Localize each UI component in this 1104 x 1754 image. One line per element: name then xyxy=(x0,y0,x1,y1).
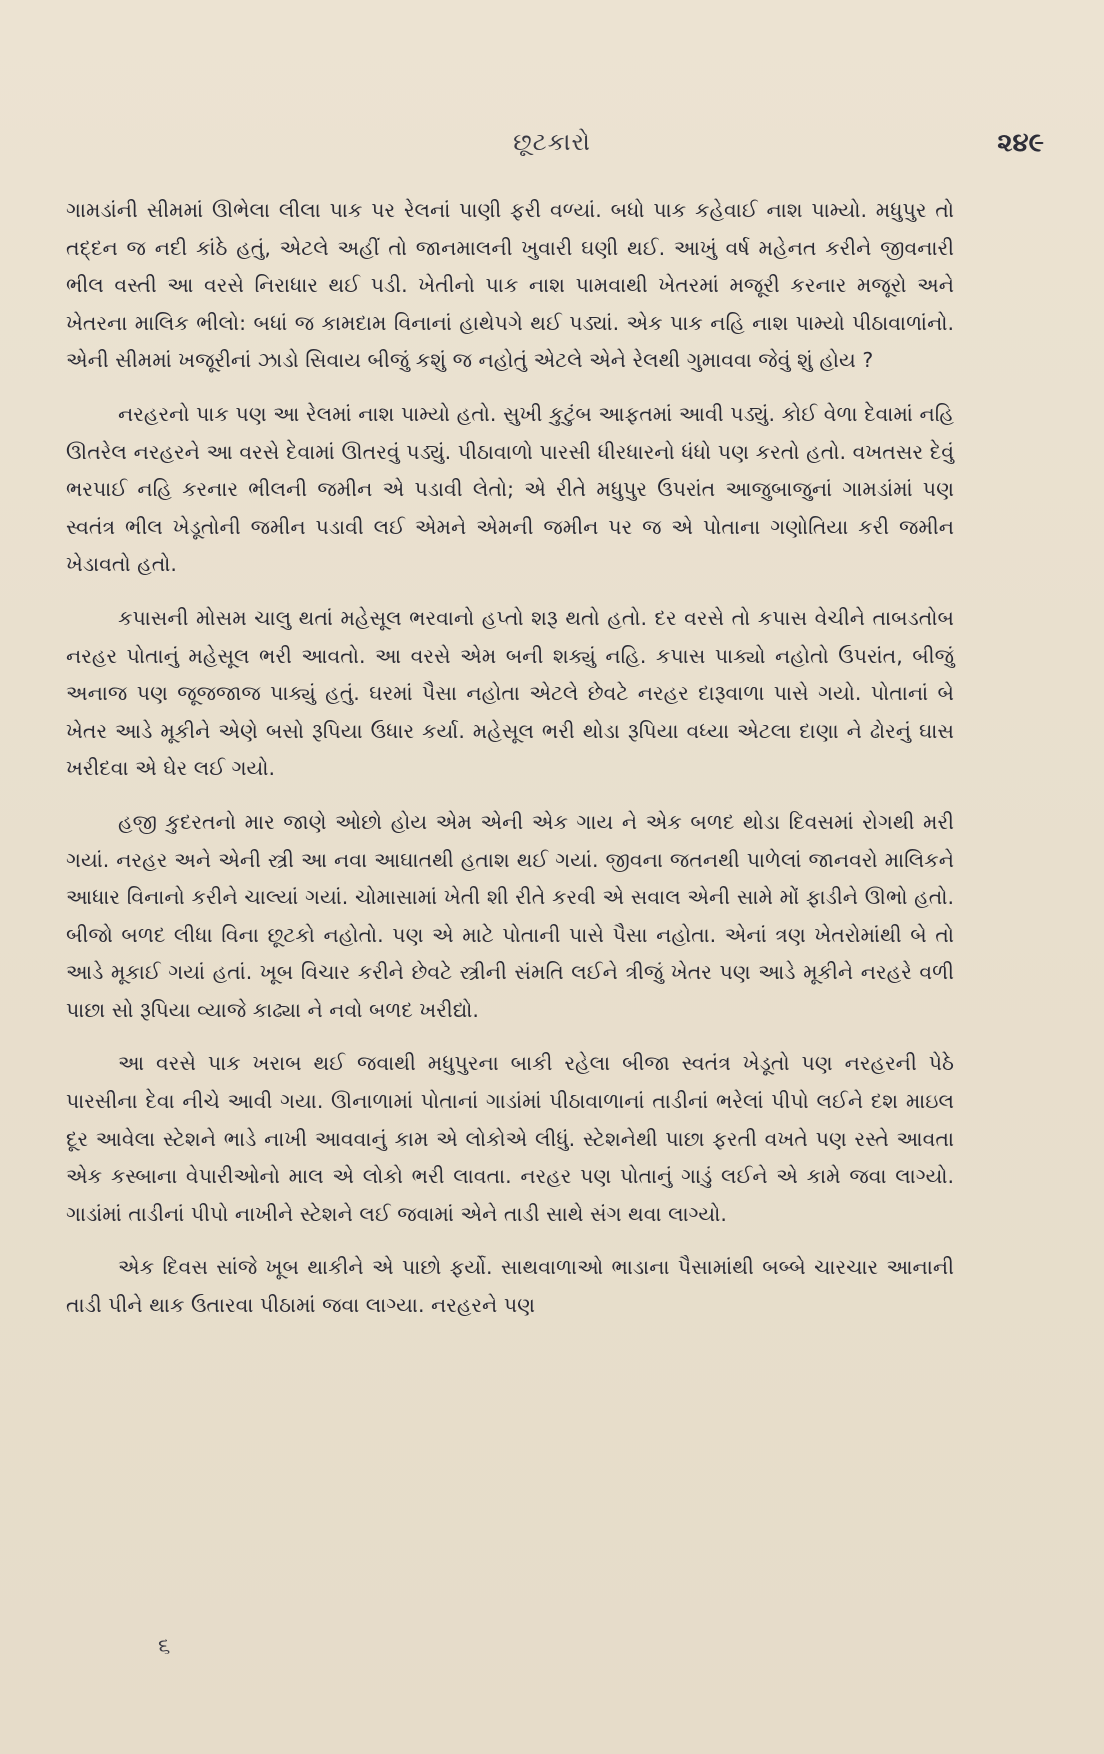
paragraph: ગામડાંની સીમમાં ઊભેલા લીલા પાક પર રેલનાં પાણી ફરી વળ્યાં. બધો પાક કહેવાઈ નાશ પામ્યો. મધુપુર તો તદ્દન જ નદી કાંઠે હતું, એટલે અહીં તો જાનમાલની ખુવારી ઘણી થઈ. આખું વર્ષ મહેનત કરીને જીવનારી ભીલ વસ્તી આ વરસે નિરાધાર થઈ પડી. ખેતીનો પાક નાશ પામવાથી ખેતરમાં મજૂરી કરનાર મજૂરો અને ખેતરના માલિક ભીલો: બધાં જ કામદામ વિનાનાં હાથેપગે થઈ પડ્યાં. એક પાક નહિ નાશ પામ્યો પીઠાવાળાંનો. એની સીમમાં ખજૂરીનાં ઝાડો સિવાય બીજું કશું જ નહોતું એટલે એને રેલથી ગુમાવવા જેવું શું હોય ? xyxy=(66,198,954,373)
running-title: છૂટકારો xyxy=(513,128,591,156)
paragraph: આ વરસે પાક ખરાબ થઈ જવાથી મધુપુરના બાકી રહેલા બીજા સ્વતંત્ર ખેડૂતો પણ નરહરની પેઠે પારસીના દેવા નીચે આવી ગયા. ઊનાળામાં પોતાનાં ગાડાંમાં પીઠાવાળાનાં તાડીનાં ભરેલાં પીપો લઈને દશ માઇલ દૂર આવેલા સ્ટેશને ભાડે નાખી આવવાનું કામ એ લોકોએ લીધું. સ્ટેશનેથી પાછા ફરતી વખતે પણ રસ્તે આવતા એક કસ્બાના વેપારીઓનો માલ એ લોકો ભરી લાવતા. નરહર પણ પોતાનું ગાડું લઈને એ કામે જવા લાગ્યો. ગાડાંમાં તાડીનાં પીપો નાખીને સ્ટેશને લઈ જવામાં એને તાડી સાથે સંગ થવા લાગ્યો. xyxy=(66,1051,954,1226)
body-text xyxy=(66,192,954,1341)
paragraph: કપાસની મોસમ ચાલુ થતાં મહેસૂલ ભરવાનો હપ્તો શરૂ થતો હતો. દર વરસે તો કપાસ વેચીને તાબડતોબ નરહર પોતાનું મહેસૂલ ભરી આવતો. આ વરસે એમ બની શક્યું નહિ. કપાસ પાક્યો નહોતો ઉપરાંત, બીજું અનાજ પણ જૂજજાજ પાક્યું હતું. ઘરમાં પૈસા નહોતા એટલે છેવટે નરહર દારૂવાળા પાસે ગયો. પોતાનાં બે ખેતર આડે મૂકીને એણે બસો રૂપિયા ઉધાર કર્યા. મહેસૂલ ભરી થોડા રૂપિયા વધ્યા એટલા દાણા ને ઢોરનું ઘાસ ખરીદવા એ ઘેર લઈ ગયો. xyxy=(66,605,954,781)
paragraph: નરહરનો પાક પણ આ રેલમાં નાશ પામ્યો હતો. સુખી કુટુંબ આફતમાં આવી પડ્યું. કોઈ વેળા દેવામાં નહિ ઊતરેલ નરહરને આ વરસે દેવામાં ઊતરવું પડ્યું. પીઠાવાળો પારસી ધીરધારનો ધંધો પણ કરતો હતો. વખતસર દેવું ભરપાઈ નહિ કરનાર ભીલની જમીન એ પડાવી લેતો; એ રીતે મધુપુર ઉપરાંત આજુબાજુનાં ગામડાંમાં પણ સ્વતંત્ર ભીલ ખેડૂતોની જમીન પડાવી લઈ એમને એમની જમીન પર જ એ પોતાના ગણોતિયા કરી જમીન ખેડાવતો હતો. xyxy=(66,401,954,577)
paragraph: એક દિવસ સાંજે ખૂબ થાકીને એ પાછો ફર્યો. સાથવાળાઓ ભાડાના પૈસામાંથી બબ્બે ચારચાર આનાની તાડી પીને થાક ઉતારવા પીઠામાં જવા લાગ્યા. નરહરને પણ xyxy=(66,1255,954,1318)
page-header xyxy=(60,128,1044,168)
signature-mark: ૬ xyxy=(158,1634,171,1659)
page-number: ૨૪૯ xyxy=(997,128,1044,158)
paragraph: હજી કુદરતનો માર જાણે ઓછો હોય એમ એની એક ગાય ને એક બળદ થોડા દિવસમાં રોગથી મરી ગયાં. નરહર અને એની સ્ત્રી આ નવા આઘાતથી હતાશ થઈ ગયાં. જીવના જતનથી પાળેલાં જાનવરો માલિકને આધાર વિનાનો કરીને ચાલ્યાં ગયાં. ચોમાસામાં ખેતી શી રીતે કરવી એ સવાલ એની સામે મોં ફાડીને ઊભો હતો. બીજો બળદ લીધા વિના છૂટકો નહોતો. પણ એ માટે પોતાની પાસે પૈસા નહોતા. એનાં ત્રણ ખેતરોમાંથી બે તો આડે મૂકાઈ ગયાં હતાં. ખૂબ વિચાર કરીને છેવટે સ્ત્રીની સંમતિ લઈને ત્રીજું ખેતર પણ આડે મૂકીને નરહરે વળી પાછા સો રૂપિયા વ્યાજે કાઢ્યા ને નવો બળદ ખરીદ્યો. xyxy=(66,809,954,1022)
